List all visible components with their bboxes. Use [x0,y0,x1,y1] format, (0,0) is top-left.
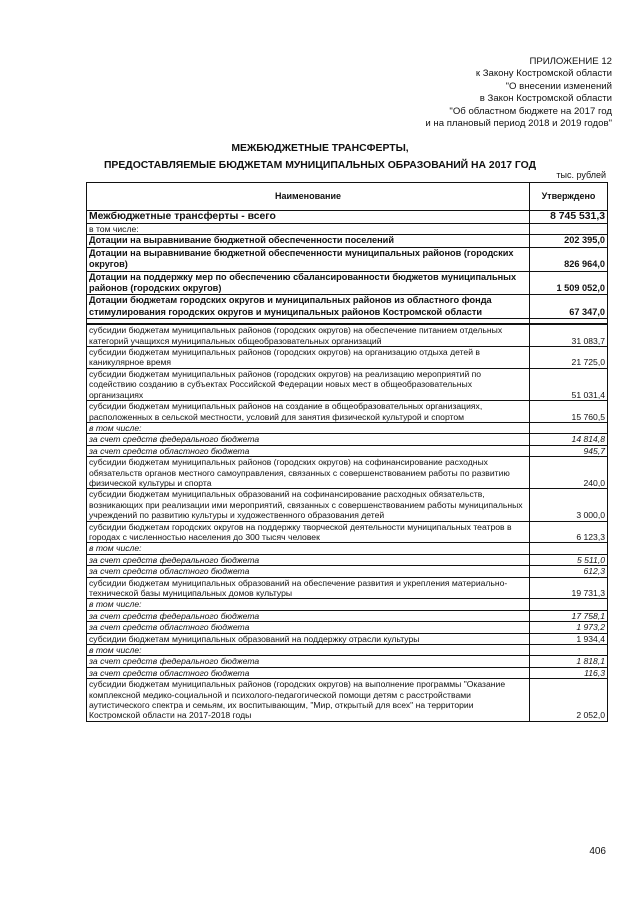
row-value: 31 083,7 [530,324,608,346]
table-row [87,401,608,423]
row-value: 1 934,4 [530,633,608,644]
row-value: 21 725,0 [530,347,608,369]
row-value [530,599,608,610]
row-name: Дотации на поддержку мер по обеспечению сбалансированности бюджетов муниципальных районов (городских округов) [87,271,530,295]
row-name: субсидии бюджетам городских округов на поддержку творческой деятельности муниципальных театров в городах с численностью населения до 300 тысяч человек [87,521,530,543]
column-header-approved: Утверждено [530,183,608,211]
row-name: за счет средств федерального бюджета [87,656,530,667]
row-value: 612,3 [530,566,608,577]
row-value: 3 000,0 [530,489,608,521]
row-name: Дотации на выравнивание бюджетной обеспеченности поселений [87,235,530,247]
table-row [87,554,608,565]
unit-label: тыс. рублей [556,170,606,180]
column-header-name: Наименование [87,183,530,211]
table-row [87,622,608,633]
table-row [87,247,608,271]
table-row [87,521,608,543]
row-value [530,543,608,554]
appendix-line: и на плановый период 2018 и 2019 годов" [425,118,612,130]
row-value: 6 123,3 [530,521,608,543]
row-name: в том числе: [87,599,530,610]
table-row-total [87,211,608,224]
row-name: за счет средств федерального бюджета [87,610,530,621]
table-row [87,457,608,489]
row-value: 1 509 052,0 [530,271,608,295]
table-row [87,489,608,521]
title-line-2: ПРЕДОСТАВЛЯЕМЫЕ БЮДЖЕТАМ МУНИЦИПАЛЬНЫХ ОБРАЗОВАНИЙ НА 2017 ГОД [103,160,537,171]
row-name: за счет средств областного бюджета [87,445,530,456]
row-name: за счет средств областного бюджета [87,566,530,577]
table-row [87,645,608,656]
table-row [87,295,608,319]
row-value [530,224,608,235]
table-row [87,368,608,400]
row-value [530,645,608,656]
table-row [87,566,608,577]
table-row [87,224,608,235]
appendix-line: ПРИЛОЖЕНИЕ 12 [529,56,612,67]
row-name: за счет средств федерального бюджета [87,554,530,565]
title-line-1: МЕЖБЮДЖЕТНЫЕ ТРАНСФЕРТЫ, [231,143,409,154]
row-value: 826 964,0 [530,247,608,271]
table-row [87,347,608,369]
table-row [87,633,608,644]
row-name: субсидии бюджетам муниципальных образований на обеспечение развития и укрепления материально-технической базы муниципальных домов культуры [87,577,530,599]
row-value: 17 758,1 [530,610,608,621]
row-name: в том числе: [87,422,530,433]
row-value: 51 031,4 [530,368,608,400]
row-value: 202 395,0 [530,235,608,247]
row-name: субсидии бюджетам муниципальных районов на создание в общеобразовательных организациях, расположенных в сельской местности, условий для занятия физической культурой и спортом [87,401,530,423]
row-value: 67 347,0 [530,295,608,319]
row-name: в том числе: [87,543,530,554]
row-name: субсидии бюджетам муниципальных районов (городских округов) на обеспечение питанием отдельных категорий учащихся муниципальных общеобразовательных организаций [87,324,530,346]
row-name: субсидии бюджетам муниципальных образований на поддержку отрасли культуры [87,633,530,644]
row-value: 2 052,0 [530,679,608,722]
row-name: Дотации бюджетам городских округов и муниципальных районов из областного фонда стимулирования городских округов и муниципальных районов Костромской области [87,295,530,319]
table-row [87,599,608,610]
row-name: субсидии бюджетам муниципальных районов (городских округов) на организацию отдыха детей в каникулярное время [87,347,530,369]
table-row [87,434,608,445]
table-row [87,235,608,247]
row-value: 945,7 [530,445,608,456]
appendix-line: к Закону Костромской области [475,68,612,80]
row-name: в том числе: [87,224,530,235]
table-row [87,324,608,346]
appendix-header [425,56,612,130]
appendix-line: в Закон Костромской области [479,93,612,105]
row-value [530,422,608,433]
table-row [87,543,608,554]
row-name: Межбюджетные трансферты - всего [87,211,530,224]
table-header-row [87,183,608,211]
row-name: Дотации на выравнивание бюджетной обеспеченности муниципальных районов (городских округов) [87,247,530,271]
table-row [87,610,608,621]
table-row [87,445,608,456]
transfers-table [86,182,608,722]
table-row [87,271,608,295]
row-value: 8 745 531,3 [530,211,608,224]
row-value: 15 760,5 [530,401,608,423]
row-value: 19 731,3 [530,577,608,599]
appendix-line: "О внесении изменений [505,80,612,92]
row-name: за счет средств областного бюджета [87,622,530,633]
table-row [87,667,608,678]
row-name: субсидии бюджетам муниципальных районов (городских округов) на реализацию мероприятий по содействию созданию в субъектах Российской Федерации новых мест в общеобразовательных организациях [87,368,530,400]
table-row [87,577,608,599]
page-number: 406 [589,846,606,857]
table-row [87,679,608,722]
row-name: субсидии бюджетам муниципальных районов (городских округов) на софинансирование расходных обязательств органов местного самоуправления, связанных с совершенствованием работы по развитию физической культуры и спорта [87,457,530,489]
row-value: 116,3 [530,667,608,678]
row-value: 5 511,0 [530,554,608,565]
row-name: за счет средств областного бюджета [87,667,530,678]
row-name: субсидии бюджетам муниципальных районов (городских округов) на выполнение программы "Оказание комплексной медико-социальной и психолого-педагогической помощи детям с расстройствами аутистического спектра и семьям, их воспитывающим, "Мир, открытый для всех" на территории Костромской области на 2017-2018 годы [87,679,530,722]
row-value: 14 814,8 [530,434,608,445]
row-value: 240,0 [530,457,608,489]
row-name: за счет средств федерального бюджета [87,434,530,445]
row-value: 1 973,2 [530,622,608,633]
appendix-line: "Об областном бюджете на 2017 год [449,105,612,117]
row-name: субсидии бюджетам муниципальных образований на софинансирование расходных обязательств, возникающих при реализации ими мероприятий, связанных с совершенствованием работы муниципальных учреждений по развитию культуры и художественного образования детей [87,489,530,521]
table-row [87,422,608,433]
table-row [87,656,608,667]
document-title [0,140,640,174]
row-value: 1 818,1 [530,656,608,667]
row-name: в том числе: [87,645,530,656]
